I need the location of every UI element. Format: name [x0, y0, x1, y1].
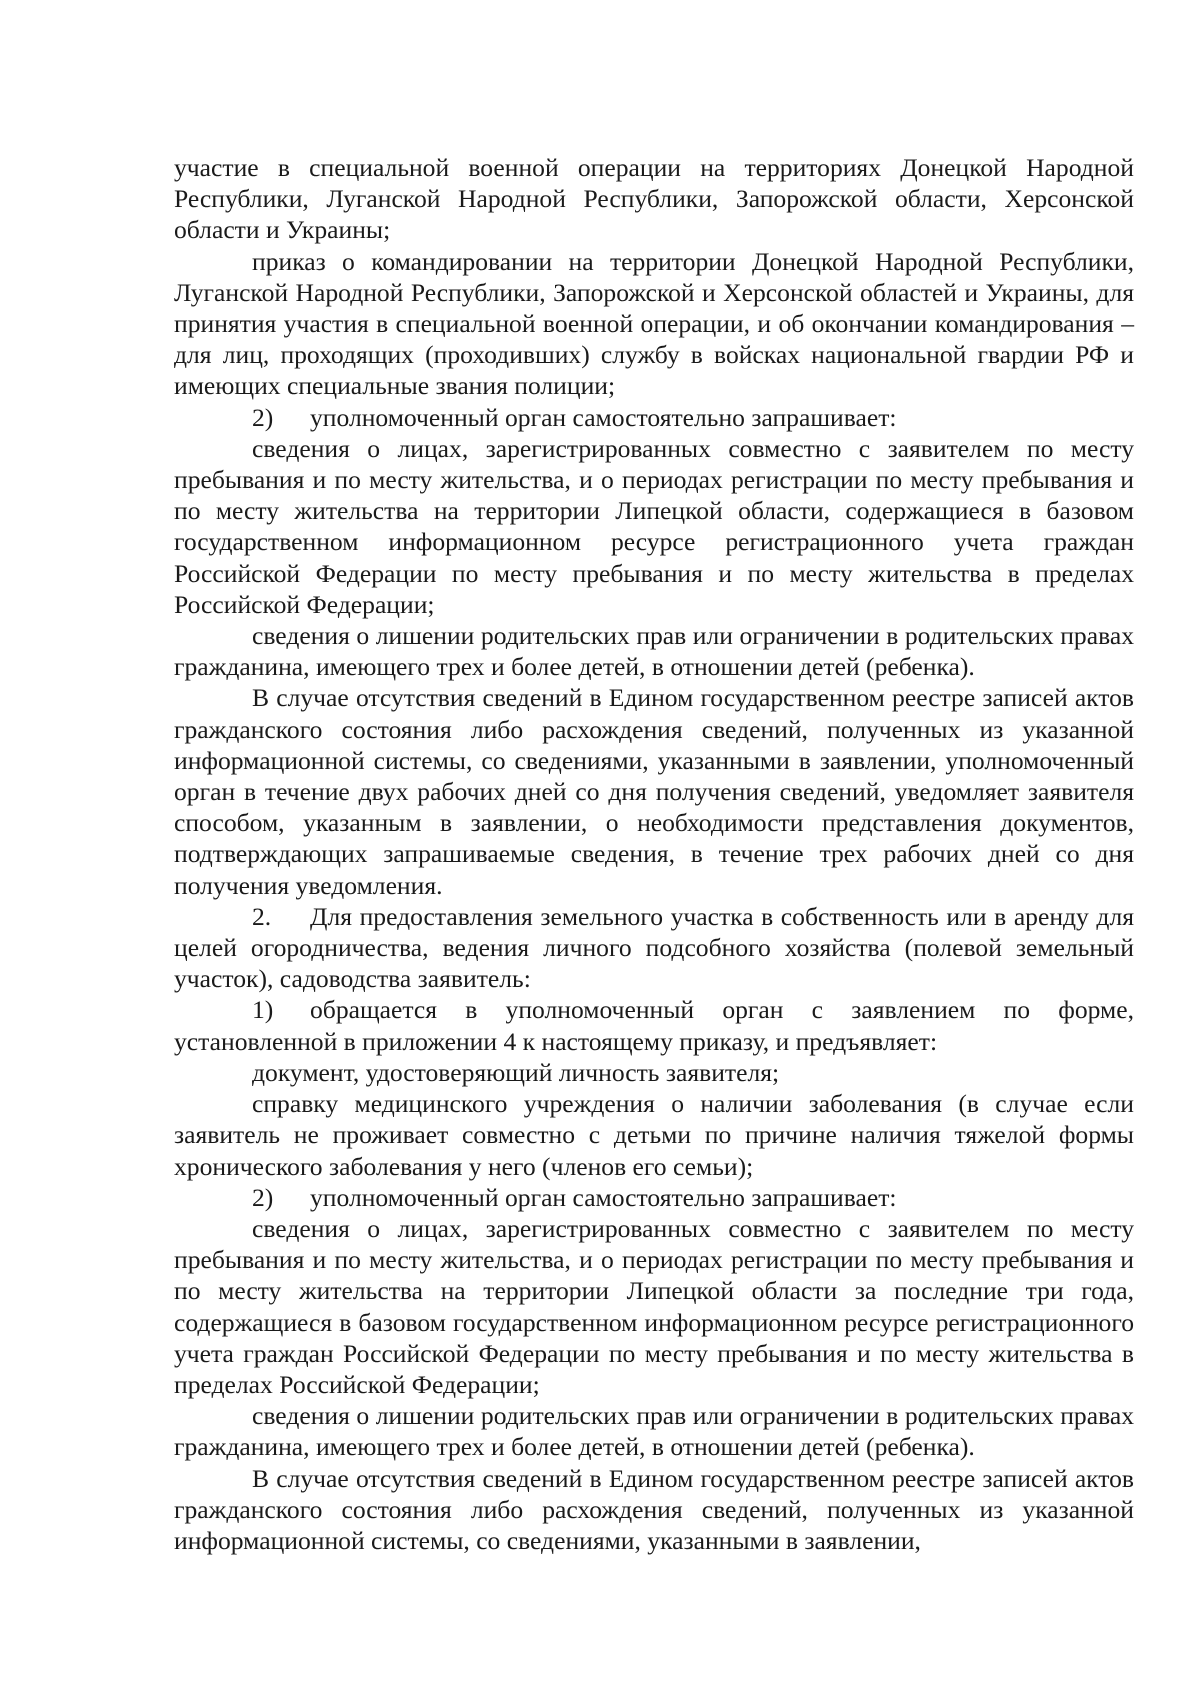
paragraph: сведения о лишении родительских прав или ограничении в родительских правах гражданина, имеющего трех и более детей, в отношении детей (ребенка). — [174, 1401, 1134, 1462]
paragraph: документ, удостоверяющий личность заявителя; — [252, 1057, 780, 1087]
numbered-paragraph — [174, 901, 1134, 995]
paragraph: сведения о лицах, зарегистрированных совместно с заявителем по месту пребывания и по месту жительства, и о периодах регистрации по месту пребывания и по месту жительства на территории Липецкой области, содержащиеся в базовом государственном информационном ресурсе регистрационного учета граждан Российской Федерации по месту пребывания и по месту жительства в пределах Российской Федерации; — [174, 433, 1134, 619]
numbered-paragraph — [174, 402, 1134, 433]
item-text: Для предоставления земельного участка в собственность или в аренду для целей огородничества, ведения личного подсобного хозяйства (полевой земельный участок), садоводства заявитель: — [174, 901, 1134, 994]
item-text: уполномоченный орган самостоятельно запрашивает: — [310, 1182, 897, 1212]
paragraph: В случае отсутствия сведений в Едином государственном реестре записей актов гражданского состояния либо расхождения сведений, полученных из указанной информационной системы, со сведениями, указанными в заявлении, уполномоченный орган в течение двух рабочих дней со дня получения сведений, уведомляет заявителя способом, указанным в заявлении, о необходимости представления документов, подтверждающих запрашиваемые сведения, в течение трех рабочих дней со дня получения уведомления. — [174, 683, 1134, 900]
item-text: уполномоченный орган самостоятельно запрашивает: — [310, 402, 897, 432]
item-number: 2) — [252, 1182, 274, 1212]
paragraph: сведения о лицах, зарегистрированных совместно с заявителем по месту пребывания и по месту жительства, и о периодах регистрации по месту пребывания и по месту жительства на территории Липецкой области за последние три года, содержащиеся в базовом государственном информационном ресурсе регистрационного учета граждан Российской Федерации по месту пребывания и по месту жительства в пределах Российской Федерации; — [174, 1213, 1134, 1399]
paragraph: участие в специальной военной операции на территориях Донецкой Народной Республики, Луганской Народной Республики, Запорожской области, Херсонской области и Украины; — [174, 153, 1134, 245]
item-number: 1) — [252, 995, 274, 1025]
numbered-paragraph — [174, 1182, 1134, 1213]
item-number: 2) — [252, 402, 274, 432]
paragraph: справку медицинского учреждения о наличии заболевания (в случае если заявитель не проживает совместно с детьми по причине наличия тяжелой формы хронического заболевания у него (членов его семьи); — [174, 1089, 1134, 1181]
paragraph: сведения о лишении родительских прав или ограничении в родительских правах гражданина, имеющего трех и более детей, в отношении детей (ребенка). — [174, 621, 1134, 682]
item-text: обращается в уполномоченный орган с заявлением по форме, установленной в приложении 4 к настоящему приказу, и предъявляет: — [174, 995, 1134, 1056]
paragraph: приказ о командировании на территории Донецкой Народной Республики, Луганской Народной Республики, Запорожской и Херсонской областей и Украины, для принятия участия в специальной военной операции, и об окончании командирования – для лиц, проходящих (проходивших) службу в войсках национальной гвардии РФ и имеющих специальные звания полиции; — [174, 246, 1134, 401]
paragraph: В случае отсутствия сведений в Едином государственном реестре записей актов гражданского состояния либо расхождения сведений, полученных из указанной информационной системы, со сведениями, указанными в заявлении, — [174, 1463, 1134, 1555]
item-number: 2. — [252, 901, 272, 931]
document-body — [174, 152, 1134, 1556]
numbered-paragraph — [174, 994, 1134, 1056]
